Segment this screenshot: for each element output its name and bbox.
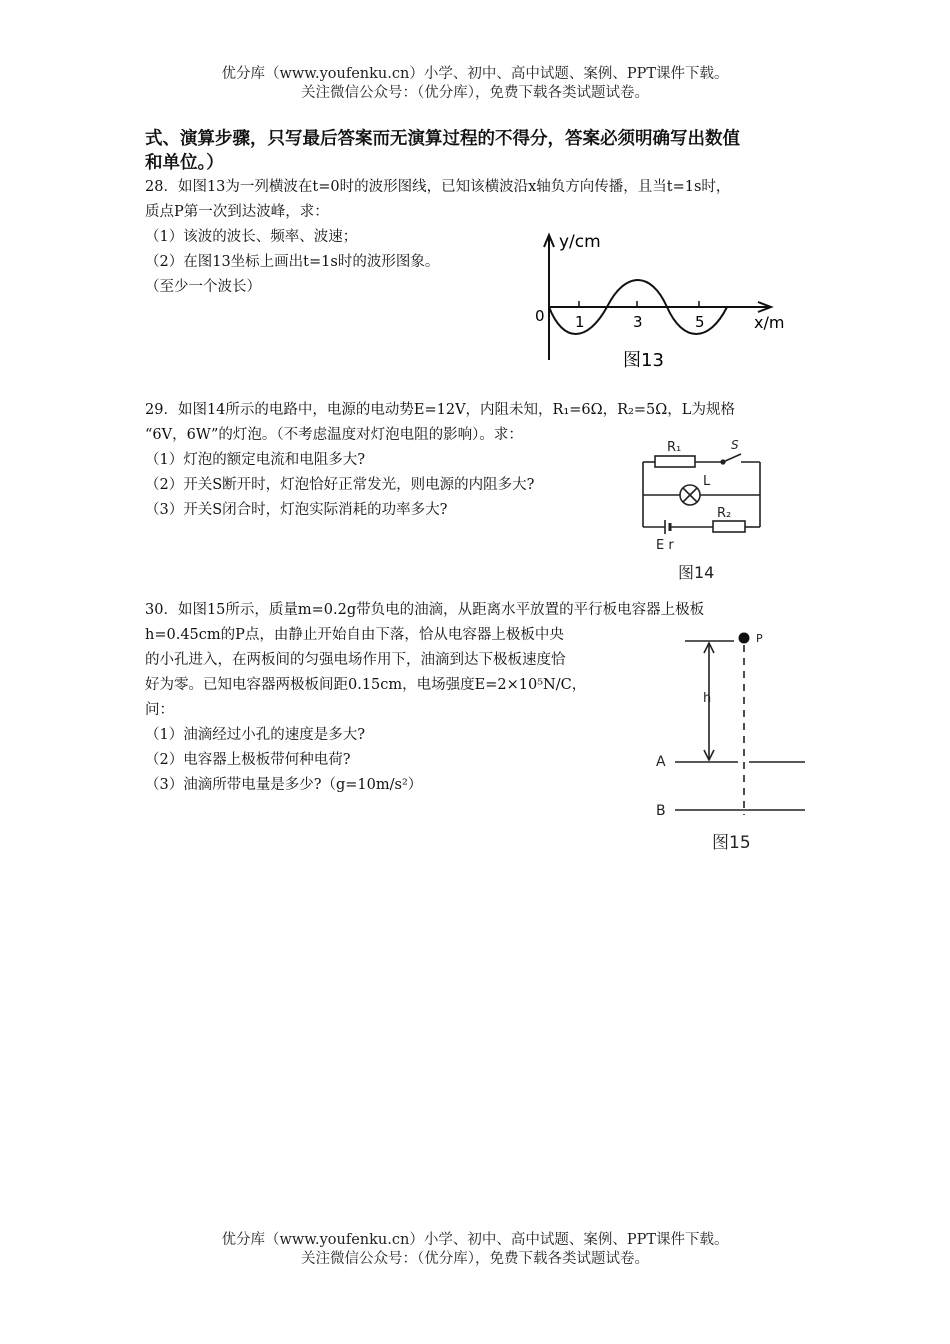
- q29-sub-1: （1）灯泡的额定电流和电阻多大?: [145, 452, 365, 468]
- plate-b-label: B: [656, 803, 666, 819]
- source-label: E r: [656, 538, 674, 553]
- switch-s: [723, 454, 741, 462]
- instructions-line-1: 式、演算步骤，只写最后答案而无演算过程的不得分，答案必须明确写出数值: [145, 129, 740, 149]
- h-label: h: [703, 691, 712, 706]
- q29-sub-2: （2）开关S断开时，灯泡恰好正常发光，则电源的内阻多大?: [145, 477, 535, 493]
- page-header-line-2: 关注微信公众号：（优分库），免费下载各类试题试卷。: [301, 85, 649, 101]
- tick-label-1: 1: [575, 313, 585, 331]
- lamp-label: L: [703, 474, 711, 489]
- origin-label: 0: [535, 307, 545, 325]
- tick-label-3: 3: [633, 313, 643, 331]
- x-axis-label: x/m: [754, 313, 785, 332]
- p-label: P: [756, 632, 763, 645]
- page-header-line-1: 优分库（www.youfenku.cn）小学、初中、高中试题、案例、PPT课件下载。: [221, 66, 729, 82]
- r2-label: R₂: [717, 506, 732, 521]
- figure-14-caption: 图14: [678, 563, 715, 582]
- q30-sub-1: （1）油滴经过小孔的速度是多大?: [145, 727, 365, 743]
- oil-drop-p: [739, 633, 750, 644]
- plate-a-label: A: [656, 754, 666, 770]
- q30-sub-2: （2）电容器上极板带何种电荷?: [145, 752, 351, 768]
- figure-15-caption: 图15: [712, 833, 751, 853]
- figure-15-capacitor: [650, 625, 815, 860]
- figure-13-wave-graph: [525, 225, 790, 380]
- q28-sub-3: （至少一个波长）: [145, 279, 261, 295]
- switch-pivot: [721, 460, 725, 464]
- r1-label: R₁: [667, 440, 682, 455]
- q30-sub-3: （3）油滴所带电量是多少?（g=10m/s²）: [145, 777, 423, 793]
- q28-sub-2: （2）在图13坐标上画出t=1s时的波形图象。: [145, 254, 440, 270]
- q28-line-1: 28．如图13为一列横波在t=0时的波形图线，已知该横波沿x轴负方向传播，且当t=1s时，: [145, 179, 731, 195]
- q30-line-4: 好为零。已知电容器两极板间距0.15cm，电场强度E=2×10⁵N/C，: [145, 677, 587, 693]
- instructions-line-2: 和单位。）: [145, 153, 224, 173]
- q28-line-2: 质点P第一次到达波峰，求：: [145, 204, 329, 220]
- y-axis-label: y/cm: [559, 232, 601, 252]
- figure-14-circuit: [635, 432, 775, 587]
- switch-label: S: [731, 438, 739, 452]
- r1-resistor: [655, 456, 695, 467]
- q30-line-2: h=0.45cm的P点，由静止开始自由下落，恰从电容器上极板中央: [145, 627, 564, 643]
- q28-sub-1: （1）该波的波长、频率、波速；: [145, 229, 358, 245]
- figure-13-caption: 图13: [623, 350, 664, 371]
- tick-label-5: 5: [695, 313, 705, 331]
- q29-line-2: “6V，6W”的灯泡。（不考虑温度对灯泡电阻的影响）。求：: [145, 427, 523, 443]
- q29-line-1: 29．如图14所示的电路中，电源的电动势E=12V，内阻未知，R₁=6Ω，R₂=5Ω，L为规格: [145, 402, 735, 418]
- q30-line-1: 30．如图15所示，质量m=0.2g带负电的油滴，从距离水平放置的平行板电容器上极板: [145, 602, 705, 618]
- page-footer-line-2: 关注微信公众号：（优分库），免费下载各类试题试卷。: [301, 1251, 649, 1267]
- page-footer-line-1: 优分库（www.youfenku.cn）小学、初中、高中试题、案例、PPT课件下载。: [221, 1232, 729, 1248]
- q29-sub-3: （3）开关S闭合时，灯泡实际消耗的功率多大?: [145, 502, 448, 518]
- r2-resistor: [713, 521, 745, 532]
- q30-line-3: 的小孔进入，在两板间的匀强电场作用下，油滴到达下极板速度恰: [145, 652, 566, 668]
- q30-line-5: 问：: [145, 702, 174, 718]
